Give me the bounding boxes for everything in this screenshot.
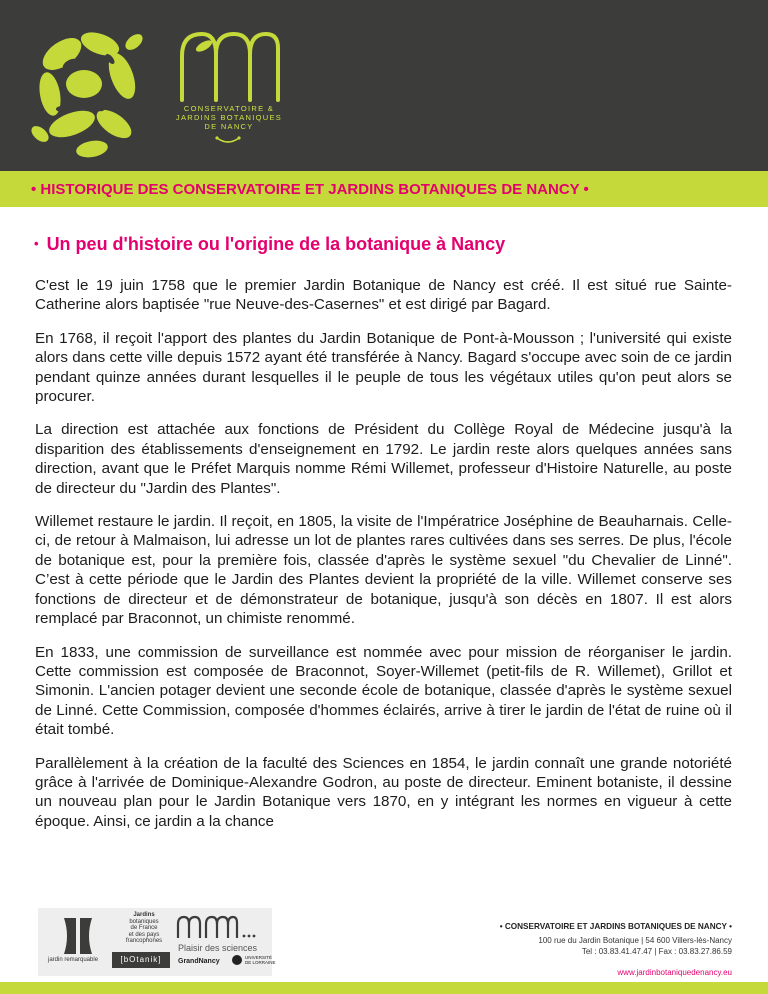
jdf-line: Jardins	[133, 912, 155, 918]
jdf-line: de France	[130, 925, 158, 931]
footer-website-link[interactable]: www.jardinbotaniquedenancy.eu	[617, 968, 732, 977]
paragraph: C'est le 19 juin 1758 que le premier Jardin Botanique de Nancy est créé. Il est situé rue Sainte-Catherine alors baptisée "rue Neuve-des-Casernes" et est dirigé par Bagard.	[35, 277, 732, 314]
org-name-line: CONSERVATOIRE &	[183, 104, 275, 113]
univ-line: DE LORRAINE	[245, 960, 276, 965]
org-name-line: JARDINS BOTANIQUES	[175, 113, 283, 122]
jdf-line: francophones	[125, 938, 163, 944]
jdf-line: et des pays	[128, 931, 160, 938]
botanik-logo: [bOtanik]	[112, 952, 170, 968]
document-title-bar	[0, 171, 768, 207]
universite-lorraine-icon	[232, 955, 242, 965]
decorative-squiggle-icon	[215, 136, 241, 146]
footer-org-name: • CONSERVATOIRE ET JARDINS BOTANIQUES DE NANCY •	[499, 922, 732, 931]
footer-accent-bar	[0, 982, 768, 994]
bullet-icon: •	[34, 236, 39, 251]
org-name-line: DE NANCY	[204, 122, 254, 131]
paragraph: En 1768, il reçoit l'apport des plantes du Jardin Botanique de Pont-à-Mousson ; l'université qui existe alors dans cette ville depuis 1572 ayant été transférée à Nancy. Bagard s'occupe avec soin de ce jardin pendant quinze années durant lesquelles il le peuple de tous les végétaux utiles qu'on peut alors se procurer.	[35, 329, 732, 406]
jardin-monogram-logo	[176, 26, 282, 102]
page-footer	[0, 900, 768, 994]
paragraph: En 1833, une commission de surveillance est nommée avec pour mission de réorganiser le jardin. Cette commission est composée de Braconnot, Soyer-Willemet (petit-fils de R. Willemet), Grillot et Simonin. L'ancien potager devient une seconde école de botanique, classée d'après le système sexuel de Linné. Cette Commission, composée d'hommes éclairés, arrive à tirer le jardin de l'état de ruine où il était tombé.	[35, 643, 732, 739]
grandnancy-logo: GrandNancy	[178, 958, 220, 965]
leaf-cluster-logo	[22, 14, 154, 164]
section-heading-text: Un peu d'histoire ou l'origine de la botanique à Nancy	[46, 234, 506, 254]
document-title: • HISTORIQUE DES CONSERVATOIRE ET JARDINS BOTANIQUES DE NANCY •	[31, 181, 589, 198]
univ-line: UNIVERSITÉ	[245, 955, 273, 960]
universite-lorraine-label	[245, 955, 276, 965]
page-header	[0, 0, 768, 171]
jardin-remarquable-label: jardin remarquable	[48, 957, 99, 963]
jardins-botaniques-france-logo	[118, 912, 170, 945]
section-heading	[34, 234, 734, 255]
jdf-line: botaniques	[129, 918, 159, 925]
plaisir-des-sciences-label: Plaisir des sciences	[178, 943, 258, 953]
footer-address: 100 rue du Jardin Botanique | 54 600 Villers-lès-Nancy	[538, 936, 732, 945]
paragraph: Parallèlement à la création de la faculté des Sciences en 1854, le jardin connaît une grande notoriété grâce à l'arrivée de Dominique-Alexandre Godron, au poste de directeur. Eminent botaniste, il dessine un nouveau plan pour le Jardin Botanique vers 1870, en y intégrant les normes en vigueur à cette époque. Ainsi, ce jardin a la chance	[35, 754, 732, 830]
paragraph: La direction est attachée aux fonctions de Président du Collège Royal de Médecine jusqu'à la disparition des établissements d'enseignement en 1792. Le jardin reste alors quelques années sans direction, avant que le Préfet Marquis nomme Rémi Willemet, professeur d'Histoire Naturelle, au poste de directeur du "Jardin des Plantes".	[35, 421, 732, 497]
article-body	[35, 276, 732, 845]
footer-phone-fax: Tel : 03.83.41.47.47 | Fax : 03.83.27.86.59	[581, 947, 732, 956]
mm-monogram-logo	[176, 914, 262, 940]
paragraph: Willemet restaure le jardin. Il reçoit, en 1805, la visite de l'Impératrice Joséphine de Beauharnais. Celle-ci, de retour à Malmaison, lui adresse un lot de plantes rares cultivées dans ses serres. De plus, l'école de botanique est, pour la première fois, classée d'après le système sexuel "du Chevalier de Linné". C’est à cette période que le Jardin des Plantes devient la propriété de la ville. Willemet conserve ses fonctions de directeur et de démonstrateur de botanique, jusqu'à son décès en 1807. Il est alors remplacé par Braconnot, un chimiste renommé.	[35, 513, 732, 628]
org-name	[170, 104, 288, 131]
